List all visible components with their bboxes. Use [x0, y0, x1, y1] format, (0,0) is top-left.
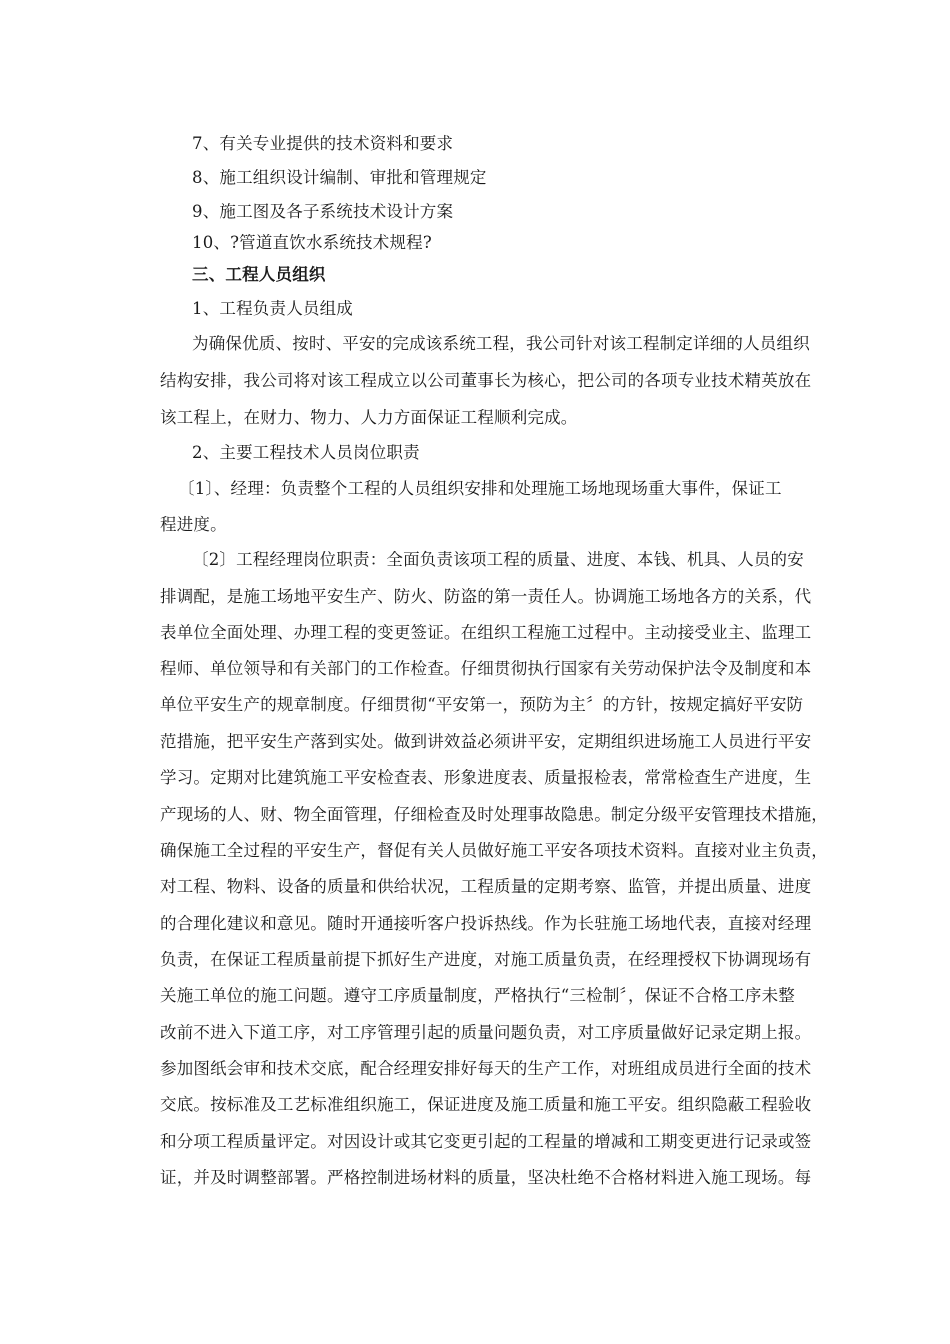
paragraph-3-line-18: 证，并及时调整部署。严格控制进场材料的质量，坚决杜绝不合格材料进入施工现场。每: [160, 1168, 812, 1187]
subheading-2: 2、主要工程技术人员岗位职责: [192, 443, 420, 462]
paragraph-3-line-16: 交底。按标准及工艺标准组织施工，保证进度及施工质量和施工平安。组织隐蔽工程验收: [160, 1095, 812, 1114]
list-item-10: 10、?管道直饮水系统技术规程?: [192, 233, 432, 252]
section-heading: 三、工程人员组织: [192, 265, 326, 284]
paragraph-3-line-3: 表单位全面处理、办理工程的变更签证。在组织工程施工过程中。主动接受业主、监理工: [160, 623, 812, 642]
paragraph-1-line-2: 结构安排，我公司将对该工程成立以公司董事长为核心，把公司的各项专业技术精英放在: [160, 371, 812, 390]
list-item-8: 8、施工组织设计编制、审批和管理规定: [192, 168, 487, 187]
subheading-1: 1、工程负责人员组成: [192, 299, 353, 318]
paragraph-3-line-9: 确保施工全过程的平安生产，督促有关人员做好施工平安各项技术资料。直接对业主负责，: [160, 841, 828, 860]
paragraph-3-line-13: 关施工单位的施工问题。遵守工序质量制度，严格执行“三检制〞，保证不合格工序未整: [160, 986, 795, 1005]
paragraph-2-line-1: 〔1〕、经理：负责整个工程的人员组织安排和处理施工场地现场重大事件，保证工: [178, 479, 782, 498]
paragraph-3-line-6: 范措施，把平安生产落到实处。做到讲效益必须讲平安，定期组织进场施工人员进行平安: [160, 732, 812, 751]
paragraph-3-line-15: 参加图纸会审和技术交底，配合经理安排好每天的生产工作，对班组成员进行全面的技术: [160, 1059, 812, 1078]
list-item-9: 9、施工图及各子系统技术设计方案: [192, 202, 454, 221]
list-item-7: 7、有关专业提供的技术资料和要求: [192, 134, 454, 153]
paragraph-3-line-5: 单位平安生产的规章制度。仔细贯彻“平安第一，预防为主〞的方针，按规定搞好平安防: [160, 695, 804, 714]
paragraph-3-line-12: 负责，在保证工程质量前提下抓好生产进度，对施工质量负责，在经理授权下协调现场有: [160, 950, 812, 969]
paragraph-3-line-4: 程师、单位领导和有关部门的工作检查。仔细贯彻执行国家有关劳动保护法令及制度和本: [160, 659, 812, 678]
paragraph-3-line-8: 产现场的人、财、物全面管理，仔细检查及时处理事故隐患。制定分级平安管理技术措施，: [160, 805, 828, 824]
paragraph-1-line-1: 为确保优质、按时、平安的完成该系统工程，我公司针对该工程制定详细的人员组织: [192, 334, 810, 353]
paragraph-3-line-14: 改前不进入下道工序，对工序管理引起的质量问题负责，对工序质量做好记录定期上报。: [160, 1023, 812, 1042]
paragraph-3-line-17: 和分项工程质量评定。对因设计或其它变更引起的工程量的增减和工期变更进行记录或签: [160, 1132, 812, 1151]
paragraph-2-line-2: 程进度。: [160, 515, 227, 534]
paragraph-3-line-11: 的合理化建议和意见。随时开通接听客户投诉热线。作为长驻施工场地代表，直接对经理: [160, 914, 812, 933]
paragraph-3-line-1: 〔2〕工程经理岗位职责：全面负责该项工程的质量、进度、本钱、机具、人员的安: [192, 550, 804, 569]
paragraph-3-line-10: 对工程、物料、设备的质量和供给状况，工程质量的定期考察、监管，并提出质量、进度: [160, 877, 812, 896]
paragraph-3-line-7: 学习。定期对比建筑施工平安检查表、形象进度表、质量报检表，常常检查生产进度，生: [160, 768, 812, 787]
paragraph-1-line-3: 该工程上，在财力、物力、人力方面保证工程顺利完成。: [160, 408, 578, 427]
paragraph-3-line-2: 排调配，是施工场地平安生产、防火、防盗的第一责任人。协调施工场地各方的关系，代: [160, 587, 812, 606]
